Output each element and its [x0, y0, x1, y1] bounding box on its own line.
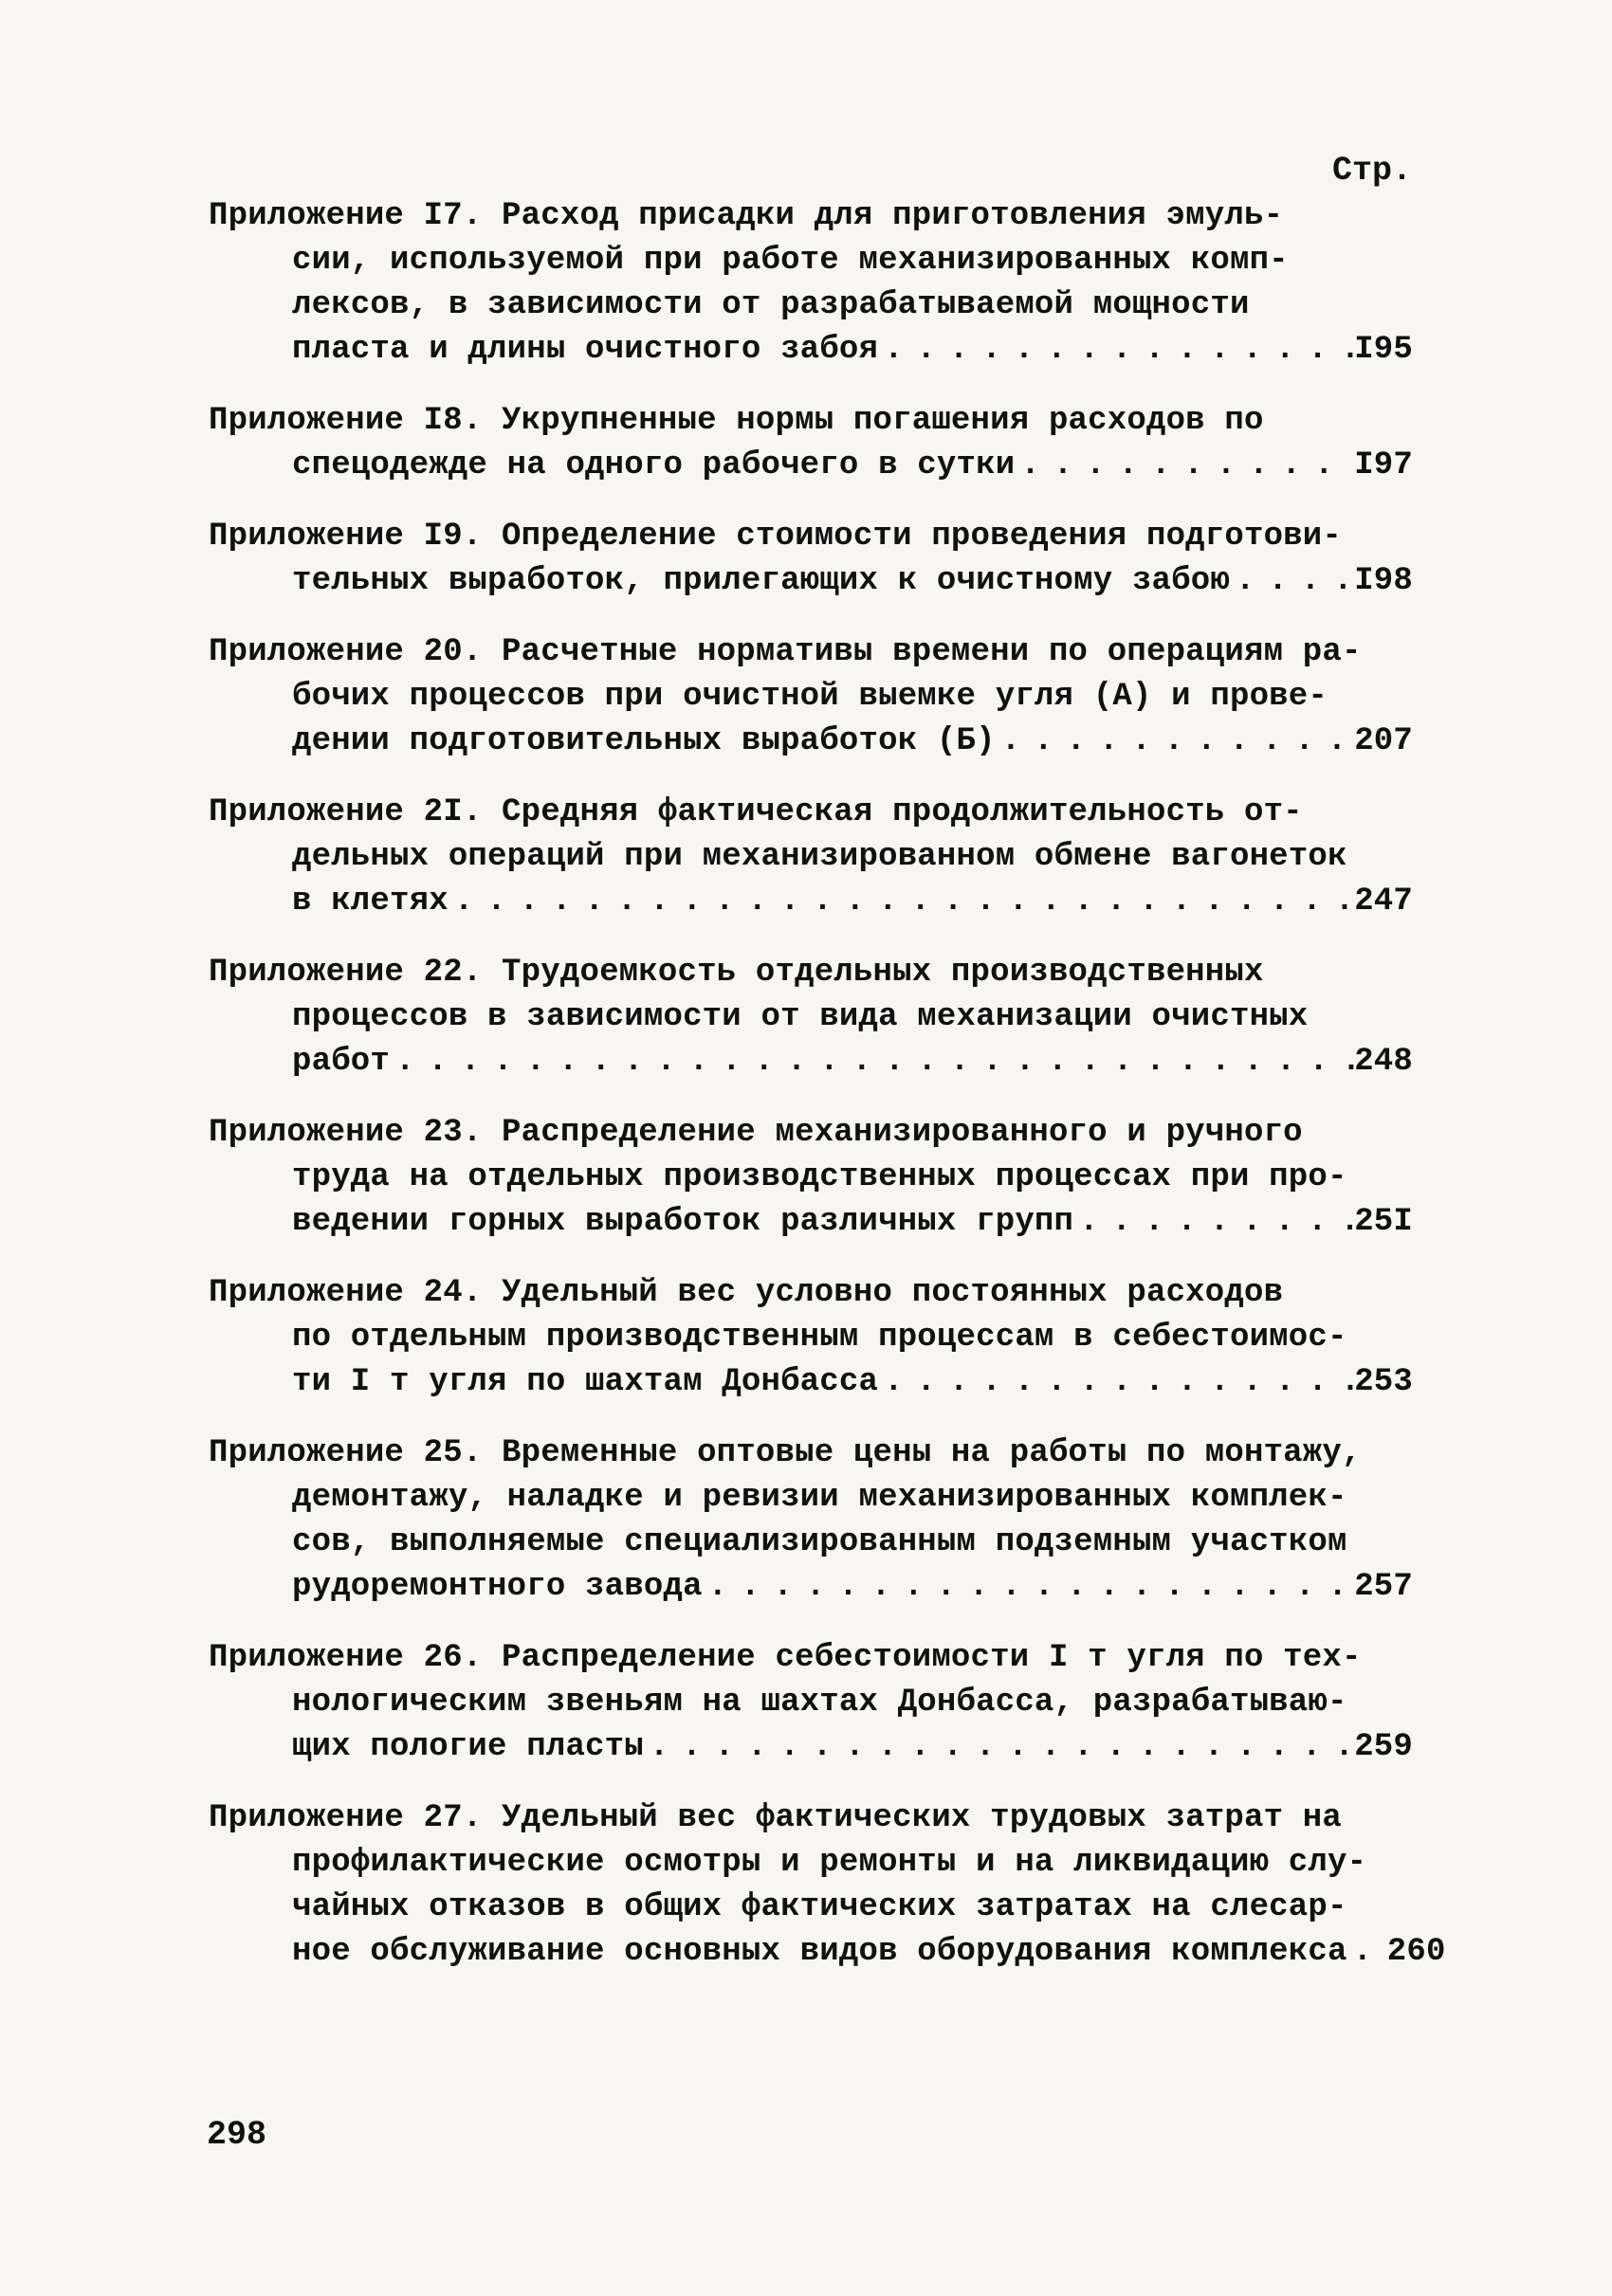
dot-leader — [449, 880, 1354, 924]
entry-last-line — [209, 1930, 1446, 1975]
entry-last-text: тельных выработок, прилегающих к очистному забою — [292, 563, 1230, 599]
entry-last-line — [209, 328, 1413, 373]
entry-page-number: 247 — [1354, 884, 1413, 920]
entry-page-number: I97 — [1354, 447, 1413, 483]
dot-leader — [878, 328, 1354, 373]
entry-last-text: дении подготовительных выработок (Б) — [292, 723, 996, 759]
entry-continuation: лексов, в зависимости от разрабатываемой мощности — [292, 287, 1250, 323]
dot-leader — [703, 1565, 1354, 1610]
entry-last-text: ное обслуживание основных видов оборудования комплекса — [292, 1934, 1347, 1970]
entry-continuation: демонтажу, наладке и ревизии механизированных комплек- — [292, 1480, 1347, 1516]
dot-leader — [1073, 1200, 1354, 1245]
entry-last-text: пласта и длины очистного забоя — [292, 332, 879, 368]
entry-continuation: по отдельным производственным процессам в себестоимос- — [292, 1320, 1347, 1356]
entry-continuation: профилактические осмотры и ремонты и на ликвидацию слу- — [292, 1845, 1367, 1881]
entry-last-line — [209, 444, 1413, 488]
entry-last-line — [209, 1200, 1413, 1245]
entry-continuation: процессов в зависимости от вида механизации очистных — [292, 999, 1309, 1035]
entry-title: Приложение I8. Укрупненные нормы погашения расходов по — [209, 403, 1264, 439]
entry-page-number: 257 — [1354, 1569, 1413, 1605]
toc-entry — [209, 515, 1413, 604]
entry-page-number: I98 — [1354, 563, 1413, 599]
toc-entry — [209, 399, 1413, 488]
entry-continuation: сов, выполняемые специализированным подземным участком — [292, 1524, 1347, 1560]
entry-continuation: сии, используемой при работе механизированных комп- — [292, 243, 1289, 279]
dot-leader — [390, 1040, 1354, 1084]
page-number: 298 — [207, 2116, 267, 2154]
dot-leader — [878, 1360, 1354, 1405]
entry-continuation: нологическим звеньям на шахтах Донбасса, разрабатываю- — [292, 1685, 1347, 1721]
dot-leader — [1015, 444, 1354, 488]
entry-title: Приложение I7. Расход присадки для приготовления эмуль- — [209, 198, 1284, 234]
dot-leader — [1230, 559, 1354, 604]
dot-leader — [644, 1725, 1354, 1770]
toc-entry — [209, 1431, 1413, 1610]
entry-last-text: щих пологие пласты — [292, 1729, 644, 1765]
toc-entry — [209, 1271, 1413, 1405]
entry-title: Приложение 24. Удельный вес условно постоянных расходов — [209, 1275, 1284, 1311]
entry-title: Приложение 22. Трудоемкость отдельных производственных — [209, 955, 1264, 991]
dot-leader — [1347, 1930, 1387, 1975]
entry-title: Приложение 20. Расчетные нормативы времени по операциям ра- — [209, 634, 1362, 670]
entry-page-number: 25I — [1354, 1204, 1413, 1240]
toc-list — [209, 194, 1446, 2001]
toc-entry — [209, 951, 1413, 1084]
entry-continuation: чайных отказов в общих фактических затратах на слесар- — [292, 1889, 1347, 1925]
entry-title: Приложение 27. Удельный вес фактических трудовых затрат на — [209, 1800, 1342, 1836]
entry-page-number: I95 — [1354, 332, 1413, 368]
toc-entry — [209, 1111, 1413, 1245]
toc-entry — [209, 630, 1413, 764]
dot-leader — [996, 720, 1354, 764]
page-column-header: Стр. — [1332, 152, 1413, 190]
entry-title: Приложение I9. Определение стоимости проведения подготови- — [209, 519, 1342, 555]
entry-title: Приложение 2I. Средняя фактическая продолжительность от- — [209, 794, 1303, 830]
entry-last-text: в клетях — [292, 884, 449, 920]
entry-last-line — [209, 1040, 1413, 1084]
entry-page-number: 248 — [1354, 1044, 1413, 1080]
entry-page-number: 253 — [1354, 1364, 1413, 1400]
entry-last-text: спецодежде на одного рабочего в сутки — [292, 447, 1016, 483]
entry-title: Приложение 23. Распределение механизированного и ручного — [209, 1115, 1303, 1151]
toc-entry — [209, 1796, 1446, 1975]
entry-last-line — [209, 1565, 1413, 1610]
toc-entry — [209, 791, 1413, 924]
entry-last-line — [209, 1725, 1413, 1770]
entry-last-text: ти I т угля по шахтам Донбасса — [292, 1364, 879, 1400]
entry-last-text: рудоремонтного завода — [292, 1569, 703, 1605]
entry-last-line — [209, 559, 1413, 604]
entry-page-number: 260 — [1386, 1934, 1446, 1970]
entry-last-text: ведении горных выработок различных групп — [292, 1204, 1074, 1240]
entry-continuation: дельных операций при механизированном обмене вагонеток — [292, 839, 1347, 875]
entry-continuation: труда на отдельных производственных процессах при про- — [292, 1159, 1347, 1195]
entry-continuation: бочих процессов при очистной выемке угля (А) и прове- — [292, 679, 1328, 715]
toc-entry — [209, 1636, 1413, 1770]
entry-last-text: работ — [292, 1044, 391, 1080]
entry-last-line — [209, 880, 1413, 924]
entry-last-line — [209, 720, 1413, 764]
entry-title: Приложение 25. Временные оптовые цены на работы по монтажу, — [209, 1435, 1362, 1471]
entry-last-line — [209, 1360, 1413, 1405]
entry-page-number: 259 — [1354, 1729, 1413, 1765]
entry-title: Приложение 26. Распределение себестоимости I т угля по тех- — [209, 1640, 1362, 1676]
toc-entry — [209, 194, 1413, 373]
entry-page-number: 207 — [1354, 723, 1413, 759]
